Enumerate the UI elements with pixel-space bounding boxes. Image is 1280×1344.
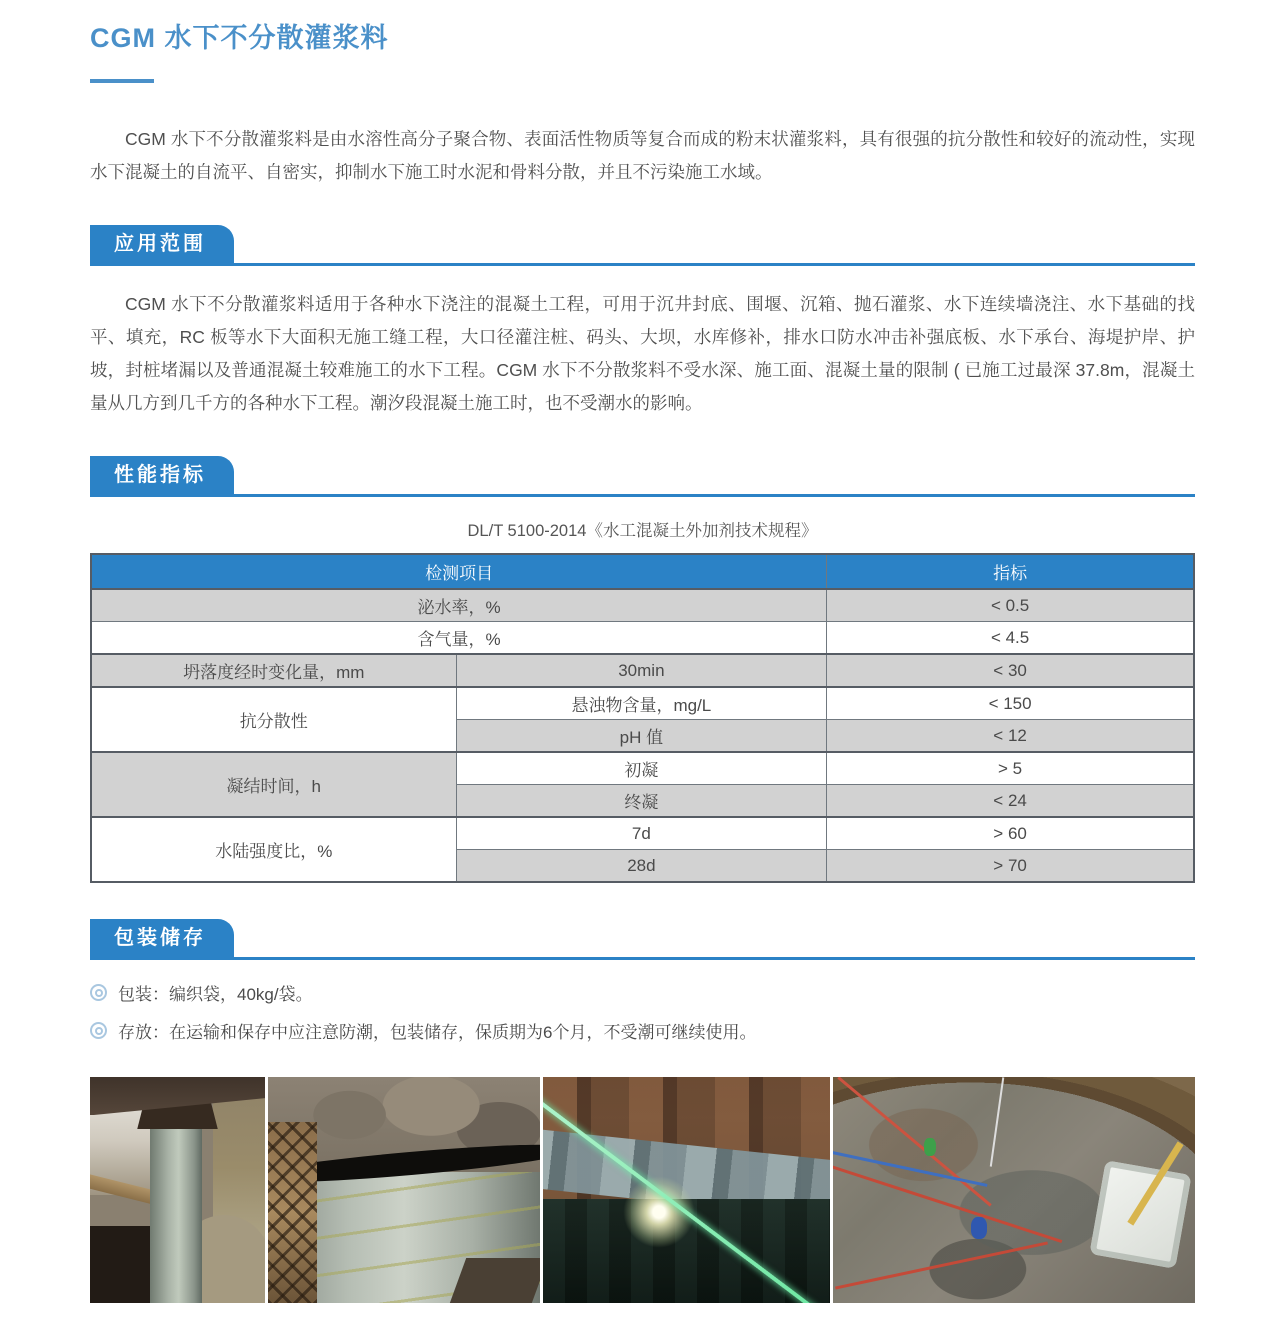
table-cell-item: 含气量，% (91, 622, 827, 655)
ring-bullet-icon (90, 984, 107, 1001)
table-cell-sub: 悬浊物含量，mg/L (456, 687, 827, 720)
section-header-performance (90, 456, 1195, 497)
photo-green-object (924, 1138, 936, 1156)
page-title: CGM 水下不分散灌浆料 (90, 23, 389, 53)
table-cell-value: < 4.5 (827, 622, 1194, 655)
photo-pile-with-steel-casing (90, 1077, 265, 1303)
table-cell-item: 坍落度经时变化量，mm (91, 654, 456, 687)
list-item (90, 980, 1195, 1005)
section-header-application (90, 225, 1195, 266)
ring-bullet-inner (95, 1027, 103, 1035)
photo-night-piers-with-laser (543, 1077, 830, 1303)
ring-bullet-icon (90, 1022, 107, 1039)
application-paragraph: CGM 水下不分散灌浆料适用于各种水下浇注的混凝土工程，可用于沉井封底、围堰、沉箱、抛石灌浆、水下连续墙浇注、水下基础的找平、填充，RC 板等水下大面积无施工缝工程，大口径灌注桩、码头、大坝，水库修补，排水口防水冲击补强底板、水下承台、海堤护岸、护坡，封桩堵漏以及普通混凝土较难施工的水下工程。CGM 水下不分散浆料不受水深、施工面、混凝土量的限制 ( 已施工过最深 37.8m，混凝土量从几方到几千方的各种水下工程。潮汐段混凝土施工时，也不受潮水的影响。 (90, 294, 1195, 413)
table-cell-value: > 70 (827, 850, 1194, 883)
photo-blue-object (971, 1217, 987, 1239)
packaging-section (90, 980, 1195, 1043)
title-underline (90, 79, 154, 83)
photo-mesh-fence (268, 1122, 317, 1303)
photo-cofferdam-mud-top-view (833, 1077, 1195, 1303)
table-cell-value: < 0.5 (827, 589, 1194, 622)
intro-paragraph: CGM 水下不分散灌浆料是由水溶性高分子聚合物、表面活性物质等复合而成的粉末状灌浆料，具有很强的抗分散性和较好的流动性，实现水下混凝土的自流平、自密实，抑制水下施工时水泥和骨料分散，并且不污染施工水域。 (90, 129, 1195, 182)
table-cell-sub: 初凝 (456, 752, 827, 785)
table-row (91, 687, 1194, 720)
table-cell-sub: 30min (456, 654, 827, 687)
table-cell-item: 凝结时间，h (91, 752, 456, 817)
photo-steel-casing-column (150, 1127, 203, 1303)
photo-strip (90, 1077, 1195, 1303)
table-header-item: 检测项目 (91, 554, 827, 589)
table-row (91, 589, 1194, 622)
performance-table (90, 553, 1195, 883)
table-cell-sub: 28d (456, 850, 827, 883)
table-row (91, 622, 1194, 655)
table-cell-value: < 30 (827, 654, 1194, 687)
table-cell-item: 水陆强度比，% (91, 817, 456, 882)
table-cell-sub: pH 值 (456, 720, 827, 753)
intro-section (90, 123, 1195, 189)
table-cell-sub: 7d (456, 817, 827, 850)
table-cell-item: 泌水率，% (91, 589, 827, 622)
application-tab-label: 应用范围 (90, 225, 234, 263)
photo-white-tray (1090, 1161, 1192, 1270)
table-cell-value: > 60 (827, 817, 1194, 850)
table-cell-item: 抗分散性 (91, 687, 456, 752)
photo-ground-region (450, 1258, 540, 1303)
packaging-item-text: 包装：编织袋，40kg/袋。 (118, 985, 313, 1004)
packaging-item-text: 存放：在运输和保存中应注意防潮，包装储存，保质期为6个月，不受潮可继续使用。 (118, 1023, 757, 1042)
table-row (91, 752, 1194, 785)
section-header-packaging (90, 919, 1195, 960)
performance-tab-label: 性能指标 (90, 456, 234, 494)
packaging-tab-label: 包装储存 (90, 919, 234, 957)
standard-reference: DL/T 5100-2014《水工混凝土外加剂技术规程》 (467, 522, 818, 540)
list-item (90, 1018, 1195, 1043)
table-cell-value: < 24 (827, 785, 1194, 818)
table-row (91, 654, 1194, 687)
table-cell-value: < 12 (827, 720, 1194, 753)
table-cell-value: < 150 (827, 687, 1194, 720)
application-section (90, 288, 1195, 420)
photo-pile-casing-closeup (268, 1077, 540, 1303)
table-header-row (91, 554, 1194, 589)
table-cell-sub: 终凝 (456, 785, 827, 818)
table-row (91, 817, 1194, 850)
table-cell-value: > 5 (827, 752, 1194, 785)
table-header-value: 指标 (827, 554, 1194, 589)
ring-bullet-inner (95, 989, 103, 997)
photo-shadow-region (90, 1226, 153, 1303)
